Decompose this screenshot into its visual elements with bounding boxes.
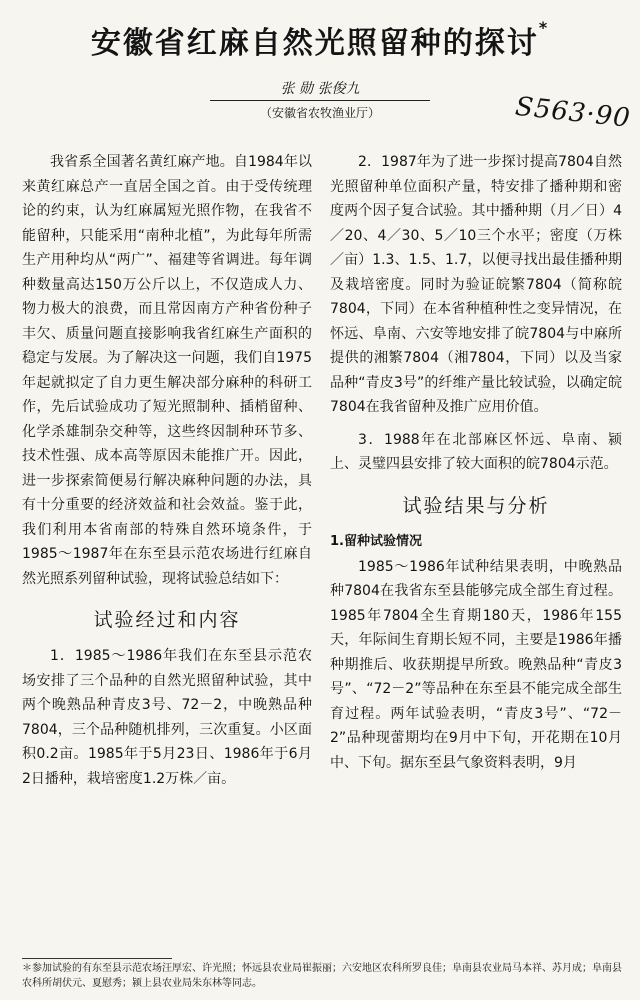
right-column (330, 150, 622, 783)
paper-title (60, 18, 580, 62)
left-column (22, 150, 312, 799)
methods-paragraph-3: 3．1988年在北部麻区怀远、阜南、颍上、灵璧四县安排了较大面积的皖7804示范。 (330, 431, 622, 472)
title-text: 安徽省红麻自然光照留种的探讨 (90, 26, 539, 61)
results-paragraph-1: 1985～1986年试种结果表明，中晚熟品种7804在我省东至县能够完成全部生育过程。1985年7804全生育期180天，1986年155天，年际间生育期长短不同，主要是1986年播种期推后、收获期提早所致。晚熟品种“青皮3号”、“72－2”等品种在东至县不能完成全部生育过程。两年试验表明，“青皮3号”、“72－2”品种现蕾期均在9月中下旬，开花期在10月中、下旬。据东至县气象资料表明，9月 (330, 558, 622, 771)
handwritten-note: S563·90 (513, 91, 633, 134)
methods-paragraph-1: 1．1985～1986年我们在东至县示范农场安排了三个品种的自然光照留种试验，其中两个晚熟品种青皮3号、72－2，中晚熟品种7804，三个品种随机排列，三次重复。小区面积0.2亩。1985年于5月23日、1986年于6月2日播种，栽培密度1.2万株／亩。 (22, 648, 312, 787)
intro-paragraph: 我省系全国著名黄红麻产地。自1984年以来黄红麻总产一直居全国之首。由于受传统理论的约束，认为红麻属短光照作物，在我省不能留种，只能采用“南种北植”，为此每年所需生产用种均从“两广”、福建等省调进。每年调种数量高达150万公斤以上，不仅造成人力、物力极大的浪费，而且常因南方产种省份种子丰欠、质量问题直接影响我省红麻生产面积的稳定与发展。为了解决这一问题，我们自1975年起就拟定了自力更生解决部分麻种的科研工作，先后试验成功了短光照制种、插梢留种、化学杀雄制杂交种等，这些终因制种环节多、技术性强、成本高等原因未能推广开。因此，进一步探索简便易行解决麻种问题的办法，具有十分重要的经济效益和社会效益。鉴于此，我们利用本省南部的特殊自然环境条件，于1985～1987年在东至县示范农场进行红麻自然光照系列留种试验，现将试验总结如下： (22, 154, 312, 587)
methods-paragraph-2: 2．1987年为了进一步探讨提高7804自然光照留种单位面积产量，特安排了播种期和密度两个因子复合试验。其中播种期（月／日）4／20、4／30、5／10三个水平；密度（万株／亩）1.3、1.5、1.7，以便寻找出最佳播种期及栽培密度。同时为验证皖繁7804（简称皖7804，下同）在本省种植种性之变异情况，在怀远、阜南、六安等地安排了皖7804与中麻所提供的湘繁7804（湘7804，下同）以及当家品种“青皮3号”的纤维产量比较试验，以确定皖7804在我省留种及推广应用价值。 (330, 154, 622, 415)
title-footnote-mark: * (538, 18, 550, 37)
authors: 张 勋 张俊九 (210, 78, 430, 101)
footnote-divider (22, 958, 172, 959)
section-heading-results: 试验结果与分析 (402, 494, 550, 517)
footnote: ＊参加试验的有东至县示范农场汪厚宏、许光照；怀远县农业局崔振丽；六安地区农科所罗良佳；阜南县农业局马本祥、苏月成；阜南县农科所胡伏元、夏慰秀；颍上县农业局朱东林等同志。 (22, 963, 622, 989)
affiliation: （安徽省农牧渔业厅） (259, 106, 380, 120)
results-subheading: 1.留种试验情况 (330, 533, 422, 549)
section-heading-methods: 试验经过和内容 (93, 609, 241, 631)
